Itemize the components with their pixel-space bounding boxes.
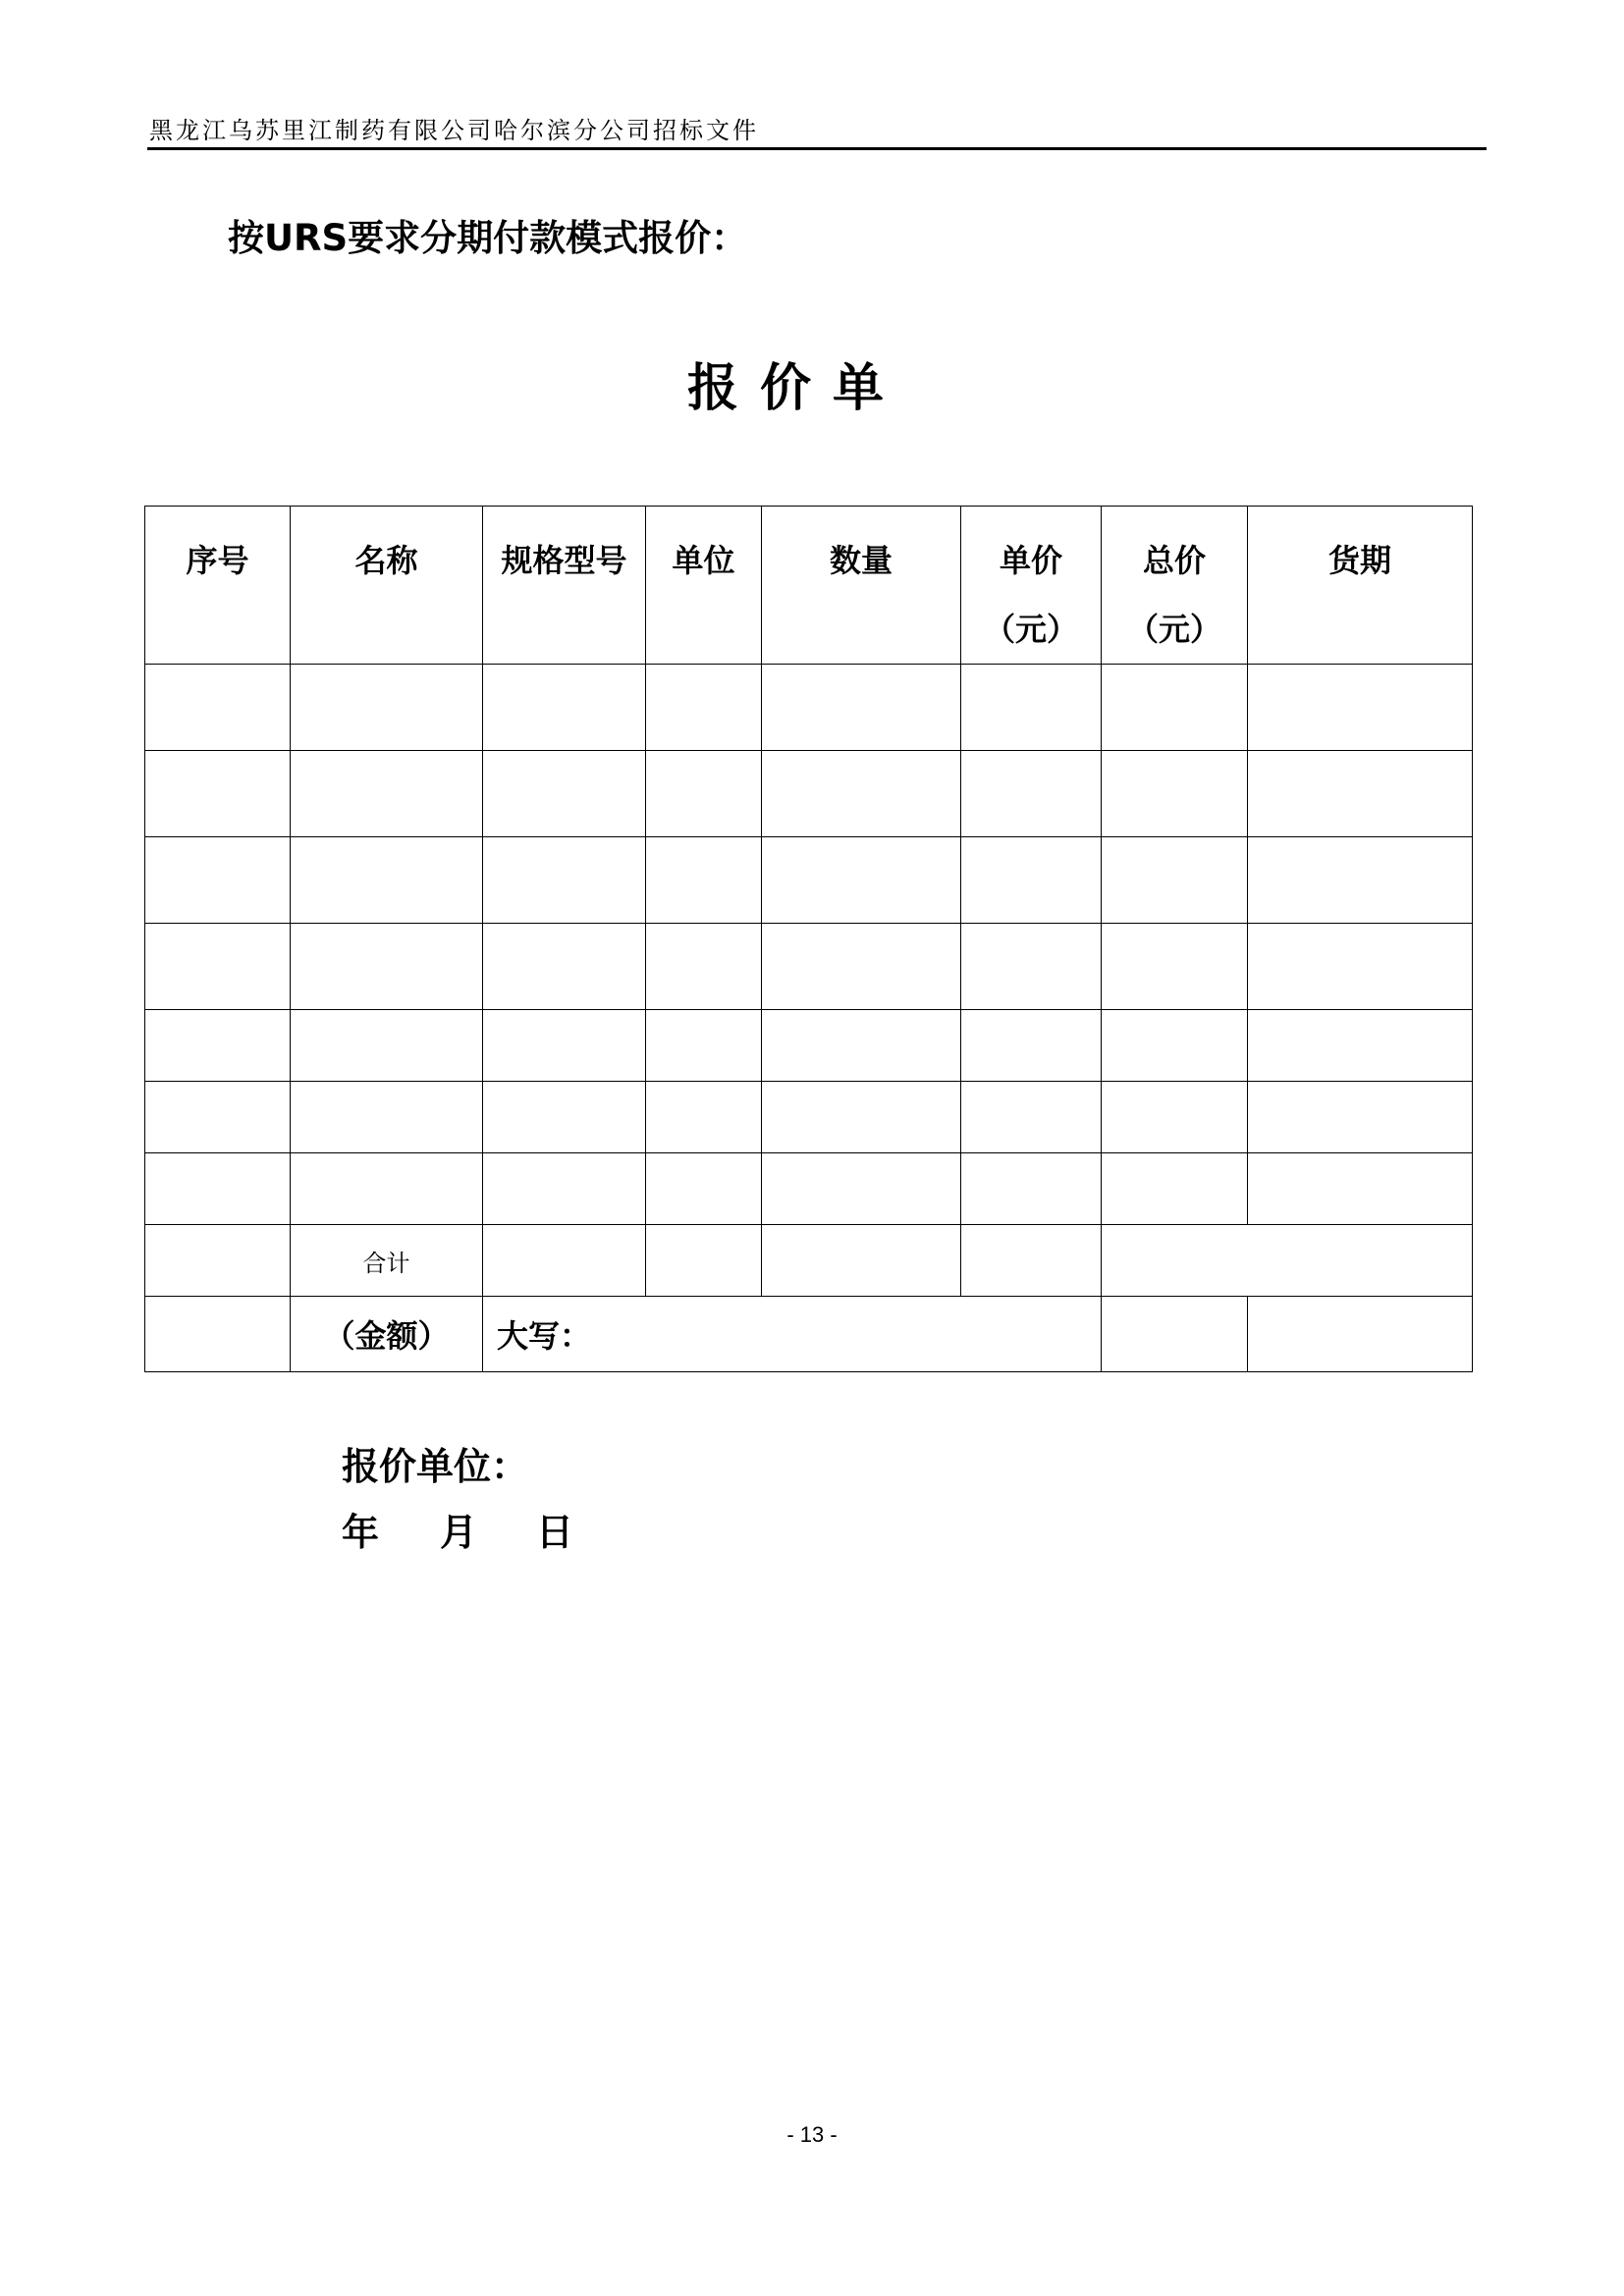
quote-table bbox=[144, 506, 1473, 1372]
header-cell-total-price: 总价 （元） bbox=[1102, 507, 1248, 665]
amount-label: （金额） bbox=[291, 1297, 483, 1372]
header-rule bbox=[147, 147, 1487, 150]
table-row bbox=[145, 1082, 1473, 1153]
date-line bbox=[342, 1507, 573, 1558]
header-cell-spec: 规格型号 bbox=[483, 507, 646, 665]
table-row bbox=[145, 1153, 1473, 1225]
quoting-unit-label: 报价单位： bbox=[342, 1445, 529, 1488]
header-cell-index: 序号 bbox=[145, 507, 291, 665]
year-label: 年 bbox=[342, 1511, 380, 1554]
amount-row bbox=[145, 1297, 1473, 1372]
table-row bbox=[145, 751, 1473, 837]
uppercase-amount-field[interactable] bbox=[483, 1297, 1102, 1372]
table-row bbox=[145, 1010, 1473, 1082]
table-row bbox=[145, 665, 1473, 751]
table-header-row bbox=[145, 507, 1473, 665]
sum-label: 合计 bbox=[291, 1225, 483, 1297]
table-row bbox=[145, 837, 1473, 924]
header-cell-quantity: 数量 bbox=[762, 507, 961, 665]
header-cell-unit: 单位 bbox=[646, 507, 762, 665]
header-text: 黑龙江乌苏里江制药有限公司哈尔滨分公司招标文件 bbox=[149, 117, 759, 144]
section-heading: 按URS要求分期付款模式报价： bbox=[228, 217, 748, 259]
header-cell-name: 名称 bbox=[291, 507, 483, 665]
uppercase-label: 大写： bbox=[497, 1317, 592, 1355]
header-cell-delivery: 货期 bbox=[1248, 507, 1473, 665]
sum-row bbox=[145, 1225, 1473, 1297]
month-label: 月 bbox=[440, 1511, 478, 1554]
doc-title: 报价单 bbox=[687, 359, 906, 418]
table-row bbox=[145, 924, 1473, 1010]
page-number: - 13 - bbox=[786, 2122, 838, 2147]
header-cell-unit-price: 单价 （元） bbox=[961, 507, 1102, 665]
day-label: 日 bbox=[536, 1511, 574, 1554]
